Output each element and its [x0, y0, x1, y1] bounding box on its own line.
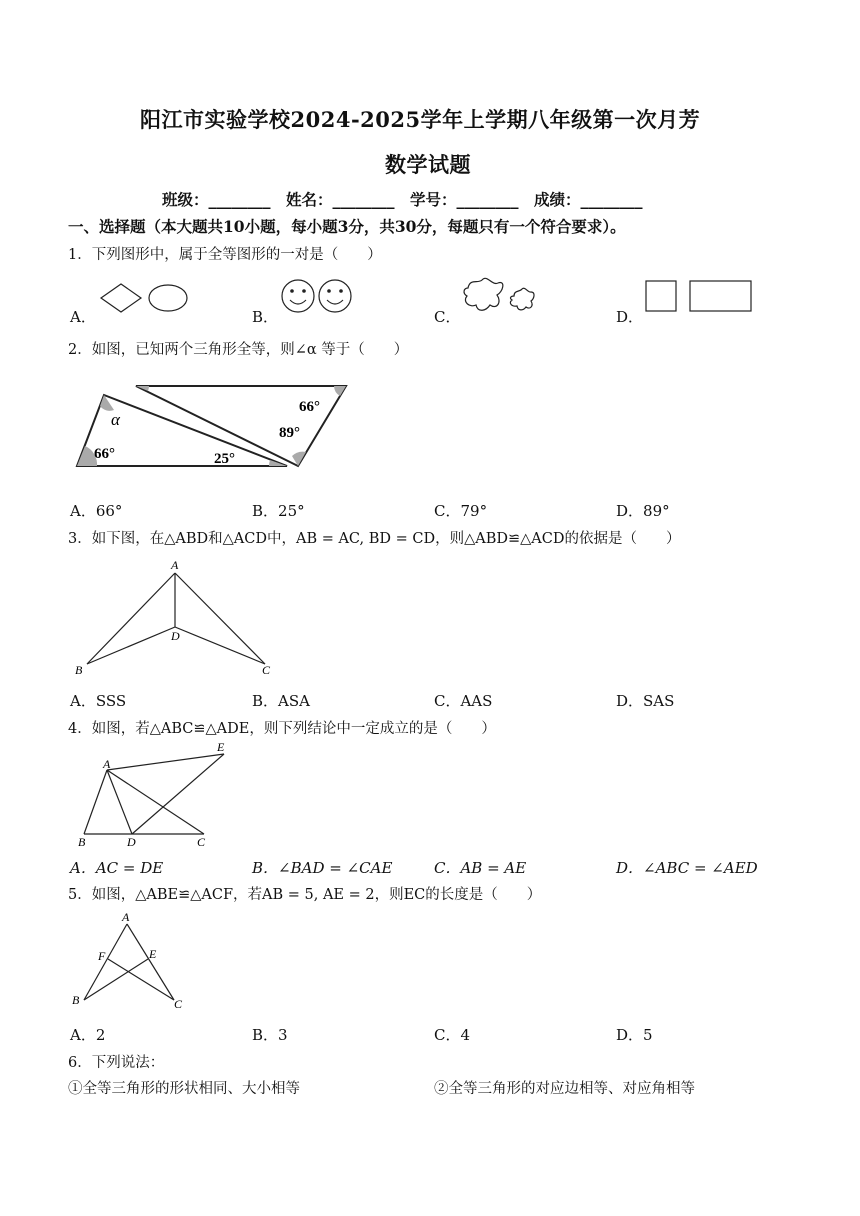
exam-title: 阳江市实验学校2024-2025学年上学期八年级第一次月芳	[140, 107, 701, 132]
q3-label-b: B	[75, 663, 83, 677]
q4-label-e: E	[217, 740, 225, 754]
question-3-stem: 3．如下图，在△ABD和△ACD中，AB = AC, BD = CD，则△ABD≌△ACD的依据是（ ）	[68, 531, 681, 547]
q5-label-e: E	[149, 947, 157, 961]
q5-label-b: B	[72, 993, 80, 1007]
question-5-stem: 5．如图，△ABE≌△ACF，若AB = 5, AE = 2，则EC的长度是（ ）	[68, 887, 542, 903]
q2-option-b: B．25°	[252, 502, 305, 520]
q1-option-b-label: B．	[252, 308, 279, 326]
q3-option-b: B．ASA	[252, 692, 310, 710]
q6-item-2: ②全等三角形的对应边相等、对应角相等	[434, 1081, 695, 1097]
q5-label-a: A	[122, 910, 130, 924]
q1-option-c-label: C．	[434, 308, 461, 326]
q3-option-d: D．SAS	[616, 692, 675, 710]
question-6-stem: 6．下列说法：	[68, 1055, 165, 1071]
q2-label-alpha: α	[111, 410, 120, 429]
question-4-stem: 4．如图，若△ABC≌△ADE，则下列结论中一定成立的是（ ）	[68, 721, 496, 737]
q1-option-d-label: D．	[616, 308, 644, 326]
q5-label-f: F	[98, 949, 106, 963]
q4-option-d: D．∠ABC = ∠AED	[616, 859, 758, 877]
q5-option-a: A．2	[70, 1026, 106, 1044]
q5-option-c: C．4	[434, 1026, 471, 1044]
q2-label-89: 89°	[279, 425, 300, 441]
q3-option-a: A．SSS	[70, 692, 127, 710]
q5-label-c: C	[174, 997, 183, 1011]
q3-label-c: C	[262, 663, 271, 677]
q5-option-d: D．5	[616, 1026, 653, 1044]
q4-label-a: A	[103, 757, 111, 771]
exam-subtitle: 数学试题	[385, 152, 471, 177]
q4-option-c: C．AB = AE	[434, 859, 527, 877]
q1-option-a-label: A．	[70, 308, 96, 326]
q2-label-25: 25°	[214, 451, 235, 467]
section-heading: 一、选择题（本大题共10小题，每小题3分，共30分，每题只有一个符合要求）。	[68, 217, 626, 236]
q4-option-a: A．AC = DE	[70, 859, 164, 877]
q3-option-c: C．AAS	[434, 692, 493, 710]
q4-label-d: D	[127, 835, 136, 849]
question-2-stem: 2．如图，已知两个三角形全等，则∠α 等于（ ）	[68, 342, 409, 358]
q3-label-a: A	[171, 558, 179, 572]
q2-option-d: D．89°	[616, 502, 670, 520]
q5-option-b: B．3	[252, 1026, 288, 1044]
question-1-stem: 1．下列图形中，属于全等图形的一对是（ ）	[68, 247, 382, 263]
q4-label-c: C	[197, 835, 206, 849]
q2-label-66-left: 66°	[94, 446, 115, 462]
q4-label-b: B	[78, 835, 86, 849]
q4-option-b: B．∠BAD = ∠CAE	[252, 859, 393, 877]
q6-item-1: ①全等三角形的形状相同、大小相等	[68, 1081, 300, 1097]
student-info-line: 班级：________ 姓名：________ 学号：________ 成绩：________	[162, 190, 643, 209]
q2-label-66-right: 66°	[299, 399, 320, 415]
q3-label-d: D	[171, 629, 180, 643]
q2-option-a: A．66°	[70, 502, 123, 520]
q2-option-c: C．79°	[434, 502, 488, 520]
